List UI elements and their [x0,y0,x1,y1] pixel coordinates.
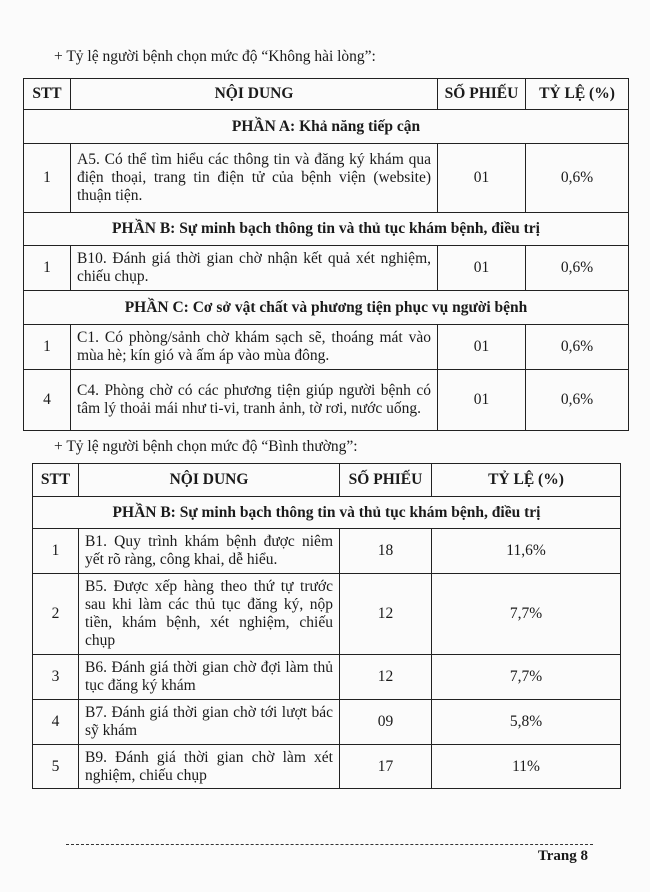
header-so-phieu: SỐ PHIẾU [438,79,526,110]
rate: 0,6% [526,246,629,291]
votes: 17 [340,745,432,789]
votes: 18 [340,529,432,574]
stt: 4 [24,370,71,431]
table-row [33,529,621,574]
table-row [24,325,629,370]
caption-khong-hai-long: + Tỷ lệ người bệnh chọn mức độ “Không hài lòng”: [54,48,376,65]
caption-binh-thuong: + Tỷ lệ người bệnh chọn mức độ “Bình thường”: [54,438,358,455]
header-so-phieu: SỐ PHIẾU [340,464,432,497]
rate: 11,6% [432,529,621,574]
section-title: PHẦN A: Khả năng tiếp cận [24,110,629,144]
rate: 7,7% [432,574,621,655]
header-noi-dung: NỘI DUNG [71,79,438,110]
votes: 01 [438,370,526,431]
table-row [33,700,621,745]
table-binh-thuong [32,463,621,789]
rate: 0,6% [526,144,629,213]
header-row [33,464,621,497]
header-ty-le: TỶ LỆ (%) [526,79,629,110]
rate: 7,7% [432,655,621,700]
table-row [24,246,629,291]
votes: 12 [340,655,432,700]
content: B10. Đánh giá thời gian chờ nhận kết quả xét nghiệm, chiếu chụp. [71,246,438,291]
rate: 0,6% [526,325,629,370]
stt: 3 [33,655,79,700]
stt: 1 [24,325,71,370]
content: B9. Đánh giá thời gian chờ làm xét nghiệm, chiếu chụp [79,745,340,789]
rate: 5,8% [432,700,621,745]
table-row [33,745,621,789]
content: B1. Quy trình khám bệnh được niêm yết rõ ràng, công khai, dễ hiểu. [79,529,340,574]
header-ty-le: TỶ LỆ (%) [432,464,621,497]
footer-divider [66,844,593,845]
content: C4. Phòng chờ có các phương tiện giúp người bệnh có tâm lý thoải mái như ti-vi, tranh ảnh, tờ rơi, nước uống. [71,370,438,431]
table-row [24,144,629,213]
content: A5. Có thể tìm hiểu các thông tin và đăng ký khám qua điện thoại, trang tin điện tử của bệnh viện (website) thuận tiện. [71,144,438,213]
stt: 5 [33,745,79,789]
table-khong-hai-long [23,78,629,431]
votes: 01 [438,325,526,370]
stt: 1 [24,144,71,213]
page-number: Trang 8 [537,848,588,864]
stt: 4 [33,700,79,745]
section-title: PHẦN B: Sự minh bạch thông tin và thủ tục khám bệnh, điều trị [24,213,629,246]
section-title: PHẦN C: Cơ sở vật chất và phương tiện phục vụ người bệnh [24,291,629,325]
table-row [33,574,621,655]
rate: 0,6% [526,370,629,431]
header-stt: STT [24,79,71,110]
stt: 1 [24,246,71,291]
table-row [33,655,621,700]
stt: 2 [33,574,79,655]
rate: 11% [432,745,621,789]
section-title: PHẦN B: Sự minh bạch thông tin và thủ tục khám bệnh, điều trị [33,497,621,529]
header-noi-dung: NỘI DUNG [79,464,340,497]
votes: 01 [438,144,526,213]
content: B7. Đánh giá thời gian chờ tới lượt bác sỹ khám [79,700,340,745]
stt: 1 [33,529,79,574]
votes: 12 [340,574,432,655]
votes: 01 [438,246,526,291]
content: C1. Có phòng/sảnh chờ khám sạch sẽ, thoáng mát vào mùa hè; kín gió và ấm áp vào mùa đông. [71,325,438,370]
content: B5. Được xếp hàng theo thứ tự trước sau khi làm các thủ tục đăng ký, nộp tiền, khám bệnh, xét nghiệm, chiếu chụp [79,574,340,655]
header-row [24,79,629,110]
table-row [24,370,629,431]
header-stt: STT [33,464,79,497]
content: B6. Đánh giá thời gian chờ đợi làm thủ tục đăng ký khám [79,655,340,700]
votes: 09 [340,700,432,745]
